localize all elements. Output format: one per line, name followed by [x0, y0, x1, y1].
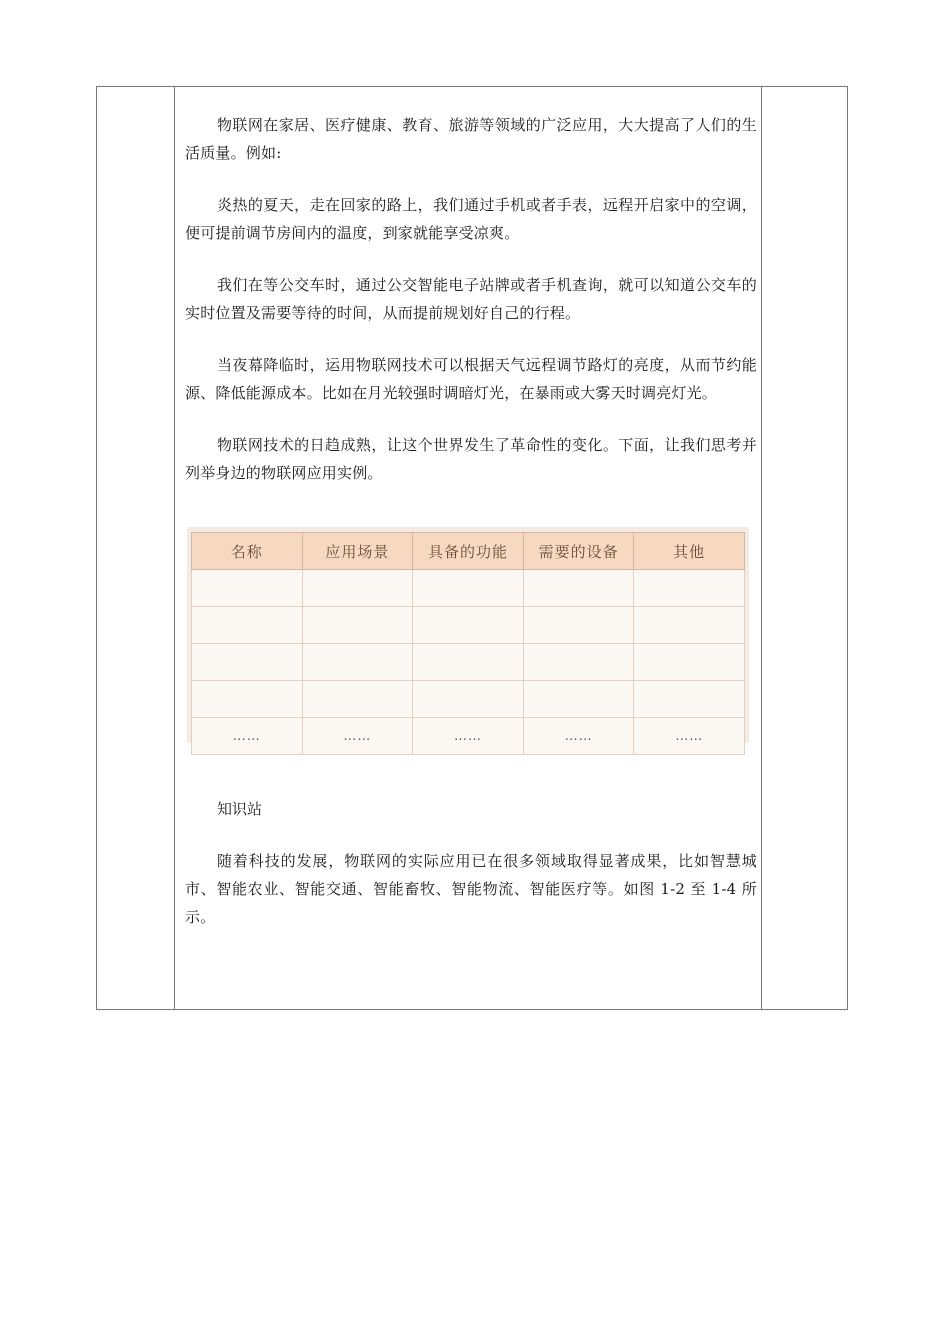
paragraph-streetlight: 当夜幕降临时，运用物联网技术可以根据天气远程调节路灯的亮度，从而节约能源、降低能源成本。比如在月光较强时调暗灯光，在暴雨或大雾天时调亮灯光。 — [185, 356, 757, 402]
header-other: 其他 — [634, 533, 745, 570]
table-row — [192, 607, 745, 644]
main-content-cell — [185, 111, 757, 955]
paragraph-air-conditioner: 炎热的夏天，走在回家的路上，我们通过手机或者手表，远程开启家中的空调，便可提前调节房间内的温度，到家就能享受凉爽。 — [185, 196, 757, 242]
table-cell — [523, 607, 634, 644]
ellipsis-cell: …… — [634, 718, 745, 755]
table-cell — [302, 681, 413, 718]
ellipsis-cell: …… — [523, 718, 634, 755]
table-row — [192, 570, 745, 607]
example-table — [191, 532, 745, 755]
table-cell — [192, 644, 303, 681]
header-name: 名称 — [192, 533, 303, 570]
table-cell — [192, 681, 303, 718]
ellipsis-cell: …… — [192, 718, 303, 755]
paragraph-bus: 我们在等公交车时，通过公交智能电子站牌或者手机查询，就可以知道公交车的实时位置及需要等待的时间，从而提前规划好自己的行程。 — [185, 276, 757, 322]
table-cell — [192, 607, 303, 644]
table-cell — [192, 570, 303, 607]
table-row — [192, 644, 745, 681]
layout-table — [96, 86, 848, 1010]
table-row-ellipsis — [192, 718, 745, 755]
table-cell — [634, 681, 745, 718]
paragraph-knowledge: 随着科技的发展，物联网的实际应用已在很多领域取得显著成果，比如智慧城市、智能农业、智能交通、智能畜牧、智能物流、智能医疗等。如图 1-2 至 1-4 所示。 — [185, 852, 757, 926]
column-divider-left — [174, 87, 175, 1009]
ellipsis-cell: …… — [413, 718, 524, 755]
example-table-figure — [187, 527, 749, 743]
table-cell — [634, 644, 745, 681]
table-cell — [634, 570, 745, 607]
table-cell — [302, 607, 413, 644]
table-header-row — [192, 533, 745, 570]
paragraph-intro: 物联网在家居、医疗健康、教育、旅游等领域的广泛应用，大大提高了人们的生活质量。例如: — [185, 116, 757, 162]
header-scenario: 应用场景 — [302, 533, 413, 570]
table-cell — [523, 644, 634, 681]
header-function: 具备的功能 — [413, 533, 524, 570]
ellipsis-cell: …… — [302, 718, 413, 755]
table-cell — [413, 570, 524, 607]
table-row — [192, 681, 745, 718]
table-cell — [523, 570, 634, 607]
table-cell — [413, 681, 524, 718]
table-cell — [302, 644, 413, 681]
table-cell — [413, 607, 524, 644]
header-device: 需要的设备 — [523, 533, 634, 570]
table-cell — [413, 644, 524, 681]
table-cell — [634, 607, 745, 644]
column-divider-right — [761, 87, 762, 1009]
knowledge-station-heading: 知识站 — [217, 800, 263, 818]
table-cell — [523, 681, 634, 718]
paragraph-summary: 物联网技术的日趋成熟，让这个世界发生了革命性的变化。下面，让我们思考并列举身边的物联网应用实例。 — [185, 436, 757, 482]
table-cell — [302, 570, 413, 607]
